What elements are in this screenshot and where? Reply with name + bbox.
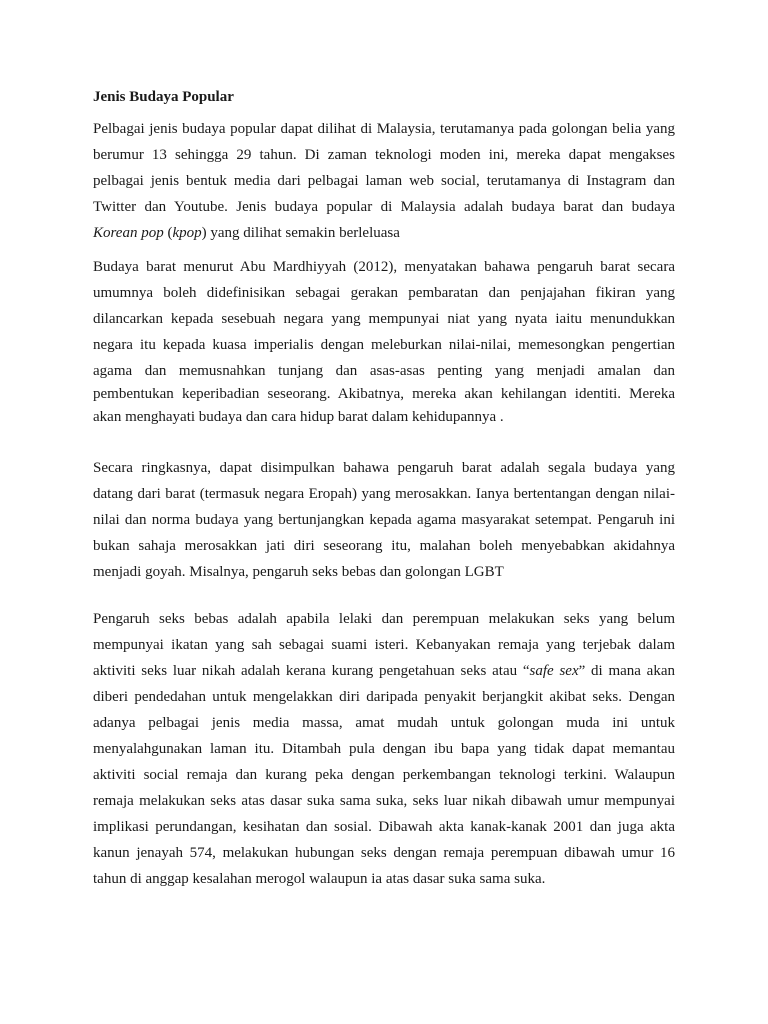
italic-term: safe sex (529, 663, 579, 679)
paragraph-line: tahun di anggap kesalahan merogol walaupun ia atas dasar suka sama suka. (93, 871, 546, 887)
text-fragment: aktiviti seks luar nikah adalah kerana kurang pengetahuan seks atau “ (93, 663, 530, 679)
paragraph-line: diberi pendedahan untuk mengelakkan diri daripada penyakit berjangkit akibat seks. Dengan (93, 689, 675, 705)
paragraph-line: nilai dan norma budaya yang bertunjangkan kepada agama masyarakat setempat. Pengaruh ini (93, 512, 675, 528)
paragraph-3 (93, 455, 675, 585)
paragraph-line: datang dari barat (termasuk negara Eropah) yang merosakkan. Ianya bertentangan dengan nilai- (93, 486, 675, 502)
paragraph-line: bukan sahaja merosakkan jati diri seseorang itu, malahan boleh menyebabkan akidahnya (93, 538, 675, 554)
text-fragment: ” di mana akan (578, 663, 675, 679)
italic-term: Korean pop (93, 225, 164, 241)
paragraph-line: berumur 13 sehingga 29 tahun. Di zaman teknologi moden ini, mereka dapat mengakses (93, 147, 675, 163)
paragraph-line: Pelbagai jenis budaya popular dapat dilihat di Malaysia, terutamanya pada golongan belia yang (93, 121, 675, 137)
paragraph-line: remaja melakukan seks atas dasar suka sama suka, seks luar nikah dibawah umur mempunyai (93, 793, 675, 809)
paragraph-line: menjadi goyah. Misalnya, pengaruh seks bebas dan golongan LGBT (93, 564, 504, 580)
paragraph-line: dilancarkan kepada sesebuah negara yang mempunyai niat yang nyata iaitu menundukkan (93, 311, 675, 327)
paragraph-1 (93, 116, 675, 246)
paragraph-line (93, 658, 675, 684)
paragraph-line: agama dan memusnahkan tunjang dan asas-asas penting yang menjadi amalan dan (93, 363, 675, 379)
italic-term: kpop (172, 225, 202, 241)
paragraph-line: Twitter dan Youtube. Jenis budaya popular di Malaysia adalah budaya barat dan budaya (93, 199, 675, 215)
paragraph-line: pelbagai jenis bentuk media dari pelbagai laman web social, terutamanya di Instagram dan (93, 173, 675, 189)
paragraph-line: menyalahgunakan laman itu. Ditambah pula dengan ibu bapa yang tidak dapat memantau (93, 741, 675, 757)
paragraph-line: implikasi perundangan, kesihatan dan sosial. Dibawah akta kanak-kanak 2001 dan juga akta (93, 819, 675, 835)
paragraph-line: aktiviti social remaja dan kurang peka dengan perkembangan teknologi terkini. Walaupun (93, 767, 675, 783)
paragraph-line: Secara ringkasnya, dapat disimpulkan bahawa pengaruh barat adalah segala budaya yang (93, 460, 675, 476)
paragraph-line: akan menghayati budaya dan cara hidup barat dalam kehidupannya . (93, 409, 504, 425)
paragraph-line: umumnya boleh didefinisikan sebagai gerakan pembaratan dan penjajahan fikiran yang (93, 285, 675, 301)
paragraph-2 (93, 254, 675, 430)
document-heading: Jenis Budaya Popular (93, 89, 234, 105)
text-fragment: ( (163, 225, 173, 241)
paragraph-line: adanya pelbagai jenis media massa, amat mudah untuk golongan muda ini untuk (93, 715, 675, 731)
text-fragment: ) yang dilihat semakin berleluasa (201, 225, 400, 241)
paragraph-line: mempunyai ikatan yang sah sebagai suami isteri. Kebanyakan remaja yang terjebak dalam (93, 637, 675, 653)
paragraph-line (93, 220, 675, 246)
paragraph-line: Budaya barat menurut Abu Mardhiyyah (2012), menyatakan bahawa pengaruh barat secara (93, 259, 675, 275)
paragraph-line: kanun jenayah 574, melakukan hubungan seks dengan remaja perempuan dibawah umur 16 (93, 845, 675, 861)
paragraph-4 (93, 606, 675, 892)
paragraph-line: pembentukan keperibadian seseorang. Akibatnya, mereka akan kehilangan identiti. Mereka (93, 386, 675, 402)
paragraph-line: Pengaruh seks bebas adalah apabila lelaki dan perempuan melakukan seks yang belum (93, 611, 675, 627)
paragraph-line: negara itu kepada kuasa imperialis dengan meleburkan nilai-nilai, memesongkan pengertian (93, 337, 675, 353)
